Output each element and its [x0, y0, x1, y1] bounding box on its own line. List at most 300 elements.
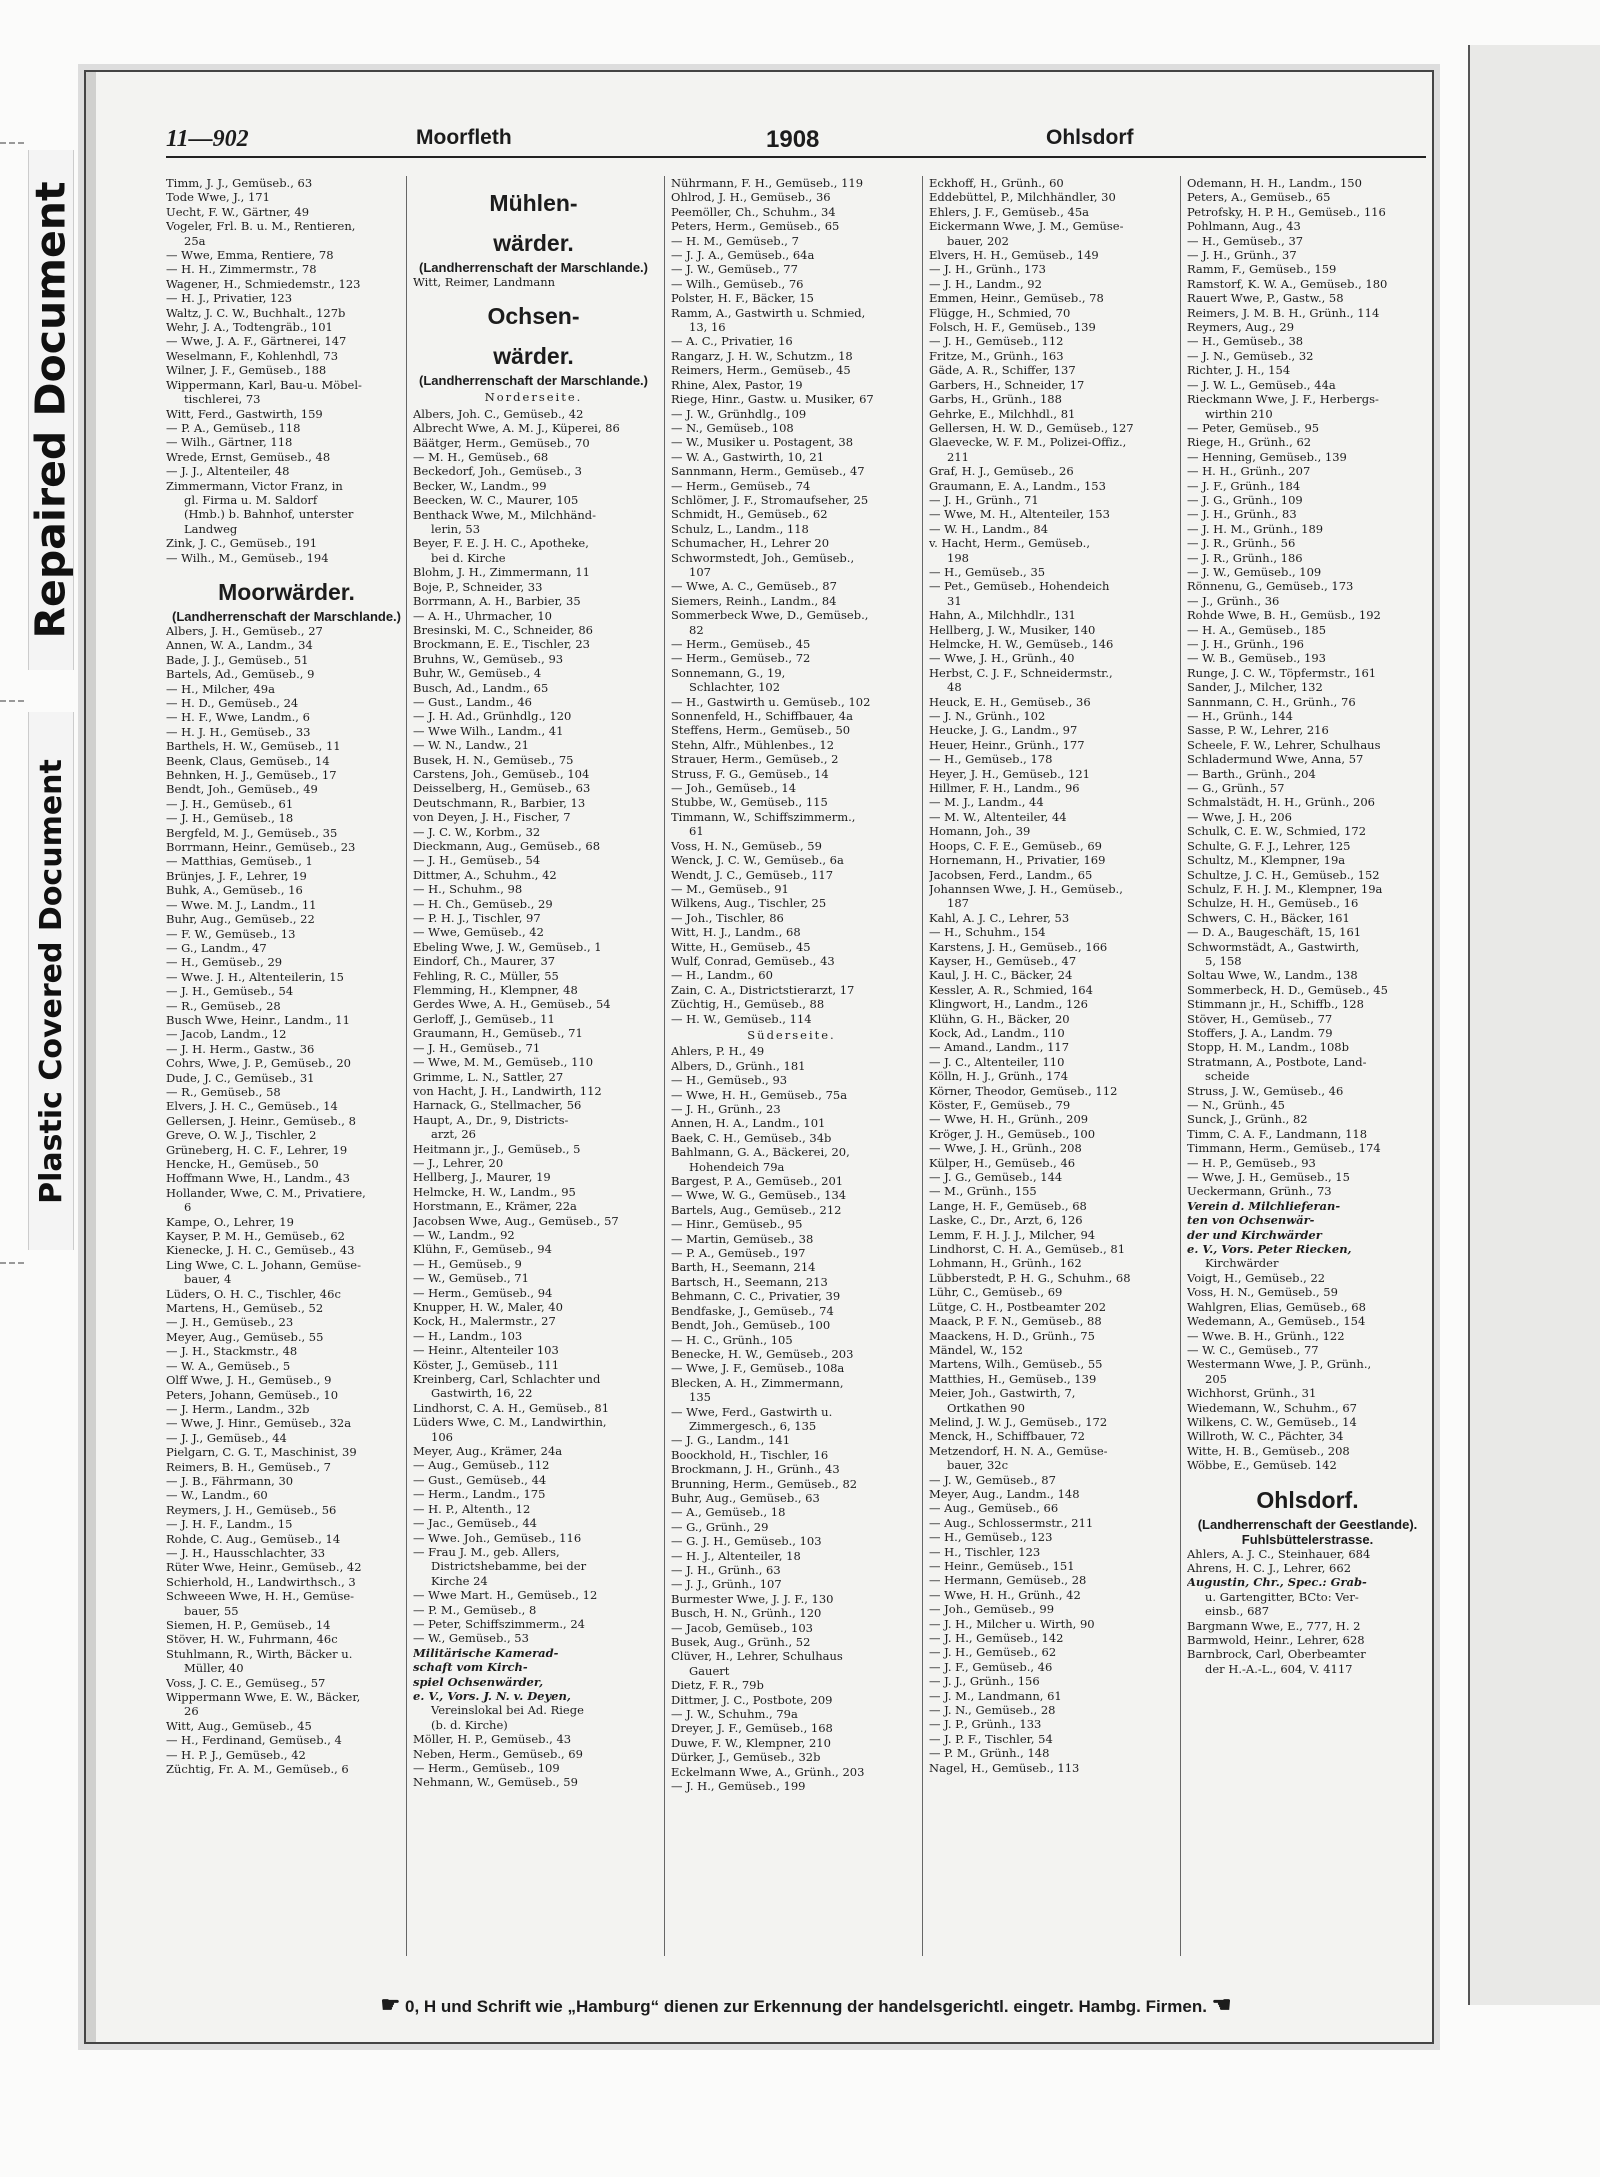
directory-entry: Bresinski, M. C., Schneider, 86: [413, 622, 594, 637]
directory-entry: — Wwe, J. H., Gemüseb., 15: [1187, 1170, 1350, 1185]
directory-entry: Ramm, F., Gemüseb., 159: [1187, 262, 1337, 277]
directory-entry: — J. H. F., Landm., 15: [166, 1517, 293, 1532]
directory-entry: — J. H., Gemüseb., 23: [166, 1315, 294, 1330]
association-entry: schaft vom Kirch-: [413, 1660, 528, 1675]
margin-dash: [0, 142, 24, 144]
directory-entry: — J. H., Grünh., 173: [929, 262, 1046, 277]
directory-entry: — J. H., Gemüseb., 54: [166, 984, 294, 999]
directory-entry: Brockmann, J. H., Grünh., 43: [671, 1462, 840, 1477]
directory-entry: Steffens, Herm., Gemüseb., 50: [671, 723, 851, 738]
directory-entry: v. Hacht, Herm., Gemüseb.,: [929, 536, 1090, 551]
margin-dash: [0, 700, 24, 702]
directory-entry: — Wwe, M. M., Gemüseb., 110: [413, 1055, 594, 1070]
directory-entry: — Peter, Gemüseb., 95: [1187, 420, 1320, 435]
directory-entry: — M., Gemüseb., 91: [671, 881, 789, 896]
directory-entry: — P. H. J., Tischler, 97: [413, 911, 541, 926]
directory-entry: Hellberg, J. W., Musiker, 140: [929, 622, 1096, 637]
directory-entry: Odemann, H. H., Landm., 150: [1187, 176, 1362, 190]
directory-entry: Kreinberg, Carl, Schlachter und: [413, 1372, 601, 1387]
directory-entry: Schweeen Wwe, H. H., Gemüse-: [166, 1589, 355, 1604]
directory-entry: Martens, Wilh., Gemüseb., 55: [929, 1357, 1103, 1372]
directory-entry: Olff Wwe, J. H., Gemüseb., 9: [166, 1373, 332, 1388]
directory-entry: Grimme, L. N., Sattler, 27: [413, 1069, 564, 1084]
directory-entry: Witt, Ferd., Gastwirth, 159: [166, 406, 323, 421]
directory-entry: Albers, J. H., Gemüseb., 27: [166, 623, 323, 638]
directory-entry: Wulf, Conrad, Gemüseb., 43: [671, 953, 835, 968]
directory-entry: — J. N., Gemüseb., 28: [929, 1703, 1056, 1718]
directory-entry: Wippermann Wwe, E. W., Bäcker,: [166, 1690, 361, 1705]
directory-entry: — Joh., Tischler, 86: [671, 910, 784, 925]
directory-entry: Horstmann, E., Krämer, 22a: [413, 1199, 577, 1214]
column-1: [166, 176, 407, 1956]
entry-continuation: 211: [947, 449, 969, 464]
directory-entry: Heucke, J. G., Landm., 97: [929, 723, 1078, 738]
directory-entry: — H. J. H., Gemüseb., 33: [166, 724, 311, 739]
directory-entry: Jacobsen, Ferd., Landm., 65: [929, 867, 1093, 882]
directory-entry: Dude, J. C., Gemüseb., 31: [166, 1070, 315, 1085]
directory-entry: Heitmann jr., J., Gemüseb., 5: [413, 1141, 581, 1156]
directory-entry: Rüter Wwe, Heinr., Gemüseb., 42: [166, 1560, 362, 1575]
directory-entry: Graf, H. J., Gemüseb., 26: [929, 464, 1074, 479]
directory-entry: Lindhorst, C. A. H., Gemüseb., 81: [413, 1400, 610, 1415]
directory-entry: — H., Ferdinand, Gemüseb., 4: [166, 1733, 342, 1748]
directory-entry: — J. H., Grünh., 196: [1187, 637, 1304, 651]
directory-entry: Pielgarn, C. G. T., Maschinist, 39: [166, 1445, 357, 1460]
directory-entry: Eckhoff, H., Grünh., 60: [929, 176, 1064, 190]
directory-entry: Kahl, A. J. C., Lehrer, 53: [929, 910, 1070, 925]
entry-continuation: u. Gartengitter, BCto: Ver-: [1205, 1589, 1359, 1604]
directory-entry: — Aug., Gemüseb., 66: [929, 1501, 1059, 1516]
directory-entry: Lüders Wwe, C. M., Landwirthin,: [413, 1415, 607, 1430]
directory-entry: — A., Gemüseb., 18: [671, 1505, 786, 1520]
directory-entry: — J. H., Gemüseb., 142: [929, 1631, 1064, 1646]
directory-entry: — H., Schuhm., 98: [413, 882, 523, 897]
directory-entry: — H. P., Altenth., 12: [413, 1501, 531, 1516]
directory-entry: — G., Landm., 47: [166, 940, 267, 955]
directory-entry: — Wwe, Emma, Rentiere, 78: [166, 248, 334, 263]
directory-entry: Burmester Wwe, J. J. F., 130: [671, 1591, 834, 1606]
directory-entry: Garbers, H., Schneider, 17: [929, 377, 1085, 392]
directory-entry: — W. A., Gemüseb., 5: [166, 1358, 291, 1373]
directory-entry: — H., Gemüseb., 37: [1187, 233, 1304, 248]
directory-entry: Willroth, W. C., Pächter, 34: [1187, 1429, 1344, 1444]
directory-entry: — H. Ch., Gemüseb., 29: [413, 896, 553, 911]
directory-entry: — Herm., Gemüseb., 109: [413, 1761, 560, 1775]
association-entry: der und Kirchwärder: [1187, 1227, 1322, 1242]
directory-entry: Bartels, Aug., Gemüseb., 212: [671, 1202, 842, 1217]
column-3: [664, 176, 912, 1956]
directory-entry: — Hermann, Gemüseb., 28: [929, 1573, 1087, 1588]
directory-entry: — J. W., Schuhm., 79a: [671, 1707, 798, 1722]
directory-entry: — J. H., Grünh., 23: [671, 1102, 781, 1116]
directory-entry: Albrecht Wwe, A. M. J., Küperei, 86: [413, 421, 620, 436]
entry-continuation: 107: [689, 564, 711, 579]
association-entry: ten von Ochsenwär-: [1187, 1213, 1315, 1228]
entry-continuation: bauer, 55: [184, 1603, 239, 1618]
directory-entry: — F. W., Gemüseb., 13: [166, 926, 296, 941]
entry-continuation: 135: [689, 1390, 711, 1405]
directory-entry: Borrmann, Heinr., Gemüseb., 23: [166, 840, 356, 855]
directory-entry: Reimers, B. H., Gemüseb., 7: [166, 1459, 331, 1474]
directory-entry: Graumann, E. A., Landm., 153: [929, 478, 1106, 493]
directory-entry: — Wwe, J. H., Grünh., 208: [929, 1141, 1082, 1156]
directory-entry: — Wwe, J. A. F., Gärtnerei, 147: [166, 334, 347, 349]
directory-entry: Blohm, J. H., Zimmermann, 11: [413, 565, 590, 580]
directory-entry: Struss, J. W., Gemüseb., 46: [1187, 1083, 1344, 1098]
entry-continuation: Landweg: [184, 521, 238, 536]
directory-entry: Bendfaske, J., Gemüseb., 74: [671, 1303, 834, 1318]
directory-entry: Brockmann, E. E., Tischler, 23: [413, 637, 590, 652]
section-subtitle: (Landherrenschaft der Geestlande).: [1197, 1516, 1418, 1532]
directory-entry: Pohlmann, Aug., 43: [1187, 219, 1301, 234]
directory-entry: Strauer, Herm., Gemüseb., 2: [671, 752, 839, 767]
directory-entry: — H. F., Wwe, Landm., 6: [166, 710, 310, 725]
association-entry: spiel Ochsenwärder,: [413, 1674, 544, 1689]
directory-entry: Siemers, Reinh., Landm., 84: [671, 593, 837, 608]
directory-entry: Wrede, Ernst, Gemüseb., 48: [166, 449, 331, 464]
directory-entry: Voss, J. C. E., Gemüseg., 57: [166, 1675, 326, 1690]
directory-entry: Annen, H. A., Landm., 101: [671, 1116, 826, 1131]
directory-entry: — H., Gemüseb., 35: [929, 564, 1046, 579]
directory-entry: — J. C., Altenteiler, 110: [929, 1054, 1065, 1069]
directory-entry: — J. H., Milcher u. Wirth, 90: [929, 1616, 1095, 1631]
directory-entry: Reymers, Aug., 29: [1187, 320, 1295, 335]
directory-entry: Schmidt, H., Gemüseb., 62: [671, 507, 828, 522]
directory-entry: — J. H., Gemüseb., 62: [929, 1645, 1057, 1660]
directory-entry: Clüver, H., Lehrer, Schulhaus: [671, 1649, 843, 1664]
directory-entry: — H. H., Grünh., 207: [1187, 464, 1311, 479]
directory-entry: — R., Gemüseb., 58: [166, 1084, 281, 1099]
directory-entry: Hornemann, H., Privatier, 169: [929, 853, 1106, 868]
directory-entry: Benthack Wwe, M., Milchhänd-: [413, 507, 597, 522]
directory-entry: — J. H., Grünh., 63: [671, 1563, 781, 1577]
directory-entry: Carstens, Joh., Gemüseb., 104: [413, 766, 590, 781]
directory-entry: Eckelmann Wwe, A., Grünh., 203: [671, 1764, 865, 1779]
directory-entry: Rohde Wwe, B. H., Gemüsb., 192: [1187, 608, 1381, 623]
directory-entry: — J. H., Gemüseb., 112: [929, 334, 1064, 349]
directory-entry: — Wwe. Joh., Gemüseb., 116: [413, 1530, 582, 1545]
directory-entry: — J. R., Grünh., 186: [1187, 550, 1303, 565]
entry-continuation: tischlerei, 73: [184, 392, 261, 407]
footer-text: 0, H und Schrift wie „Hamburg“ dienen zur Erkennung der handelsgerichtl. eingetr. Hambg. Firmen.: [405, 1997, 1207, 2016]
directory-entry: — Aug., Gemüseb., 112: [413, 1458, 550, 1473]
directory-entry: Barmwold, Heinr., Lehrer, 628: [1187, 1633, 1365, 1647]
directory-entry: Bahlmann, G. A., Bäckerei, 20,: [671, 1145, 850, 1160]
directory-entry: Dittmer, J. C., Postbote, 209: [671, 1692, 833, 1707]
directory-entry: — Wilh., Gärtner, 118: [166, 435, 293, 450]
directory-entry: — P. M., Gemüseb., 8: [413, 1602, 537, 1617]
directory-entry: Barnbrock, Carl, Oberbeamter: [1187, 1647, 1366, 1662]
directory-entry: — Martin, Gemüseb., 38: [671, 1231, 814, 1246]
directory-entry: — Wwe. J. H., Altenteilerin, 15: [166, 969, 344, 984]
directory-entry: Flügge, H., Schmied, 70: [929, 305, 1071, 320]
directory-entry: — H., Gemüseb., 178: [929, 752, 1053, 767]
directory-entry: Elvers, H. H., Gemüseb., 149: [929, 248, 1099, 263]
directory-entry: — Wwe, A. C., Gemüseb., 87: [671, 579, 837, 594]
directory-entry: Kessler, A. R., Schmied, 164: [929, 982, 1093, 997]
directory-entry: Fehling, R. C., Müller, 55: [413, 968, 559, 983]
entry-continuation: arzt, 26: [431, 1127, 476, 1142]
directory-entry: — G., Grünh., 29: [671, 1519, 769, 1534]
directory-entry: — W. H., Landm., 84: [929, 521, 1049, 536]
directory-entry: Wiedemann, W., Schuhm., 67: [1187, 1400, 1357, 1415]
section-heading: Moorwärder.: [218, 578, 355, 605]
directory-entry: Reimers, Herm., Gemüseb., 45: [671, 363, 851, 378]
header-left-title: Moorfleth: [416, 126, 512, 149]
directory-entry: Ueckermann, Grünh., 73: [1187, 1184, 1332, 1199]
section-subtitle: (Landherrenschaft der Marschlande.): [172, 608, 401, 624]
directory-entry: Johannsen Wwe, J. H., Gemüseb.,: [929, 881, 1123, 896]
directory-entry: — P. A., Gemüseb., 197: [671, 1246, 806, 1261]
directory-entry: Graumann, H., Gemüseb., 71: [413, 1026, 583, 1041]
directory-entry: Mändel, W., 152: [929, 1342, 1023, 1357]
directory-entry: Nehmann, W., Gemüseb., 59: [413, 1775, 578, 1790]
directory-entry: Maackens, H. D., Grünh., 75: [929, 1328, 1095, 1343]
pointing-hand-icon: ☚: [1211, 1992, 1232, 2017]
directory-entry: Reimers, J. M. B. H., Grünh., 114: [1187, 305, 1380, 320]
directory-entry: — J. W., Gemüseb., 87: [929, 1472, 1056, 1487]
directory-entry: Schumacher, H., Lehrer 20: [671, 536, 830, 551]
directory-entry: Siemen, H. P., Gemüseb., 14: [166, 1618, 331, 1632]
directory-entry: — Wwe, J. F., Gemüseb., 108a: [671, 1361, 845, 1376]
directory-entry: — A. H., Uhrmacher, 10: [413, 608, 552, 623]
directory-entry: Laske, C., Dr., Arzt, 6, 126: [929, 1213, 1083, 1228]
directory-entry: — Joh., Gemüseb., 14: [671, 781, 797, 796]
directory-entry: — M. W., Altenteiler, 44: [929, 809, 1067, 824]
directory-entry: Kayser, H., Gemüseb., 47: [929, 953, 1077, 968]
association-entry: Militärische Kamerad-: [413, 1645, 559, 1660]
directory-entry: — W., Gemüseb., 53: [413, 1631, 529, 1646]
directory-entry: — H., Landm., 103: [413, 1328, 523, 1343]
directory-entry: Reymers, J. H., Gemüseb., 56: [166, 1502, 337, 1517]
directory-entry: Hillmer, F. H., Landm., 96: [929, 781, 1080, 796]
directory-entry: — G. J. H., Gemüseb., 103: [671, 1534, 822, 1549]
directory-entry: Rieckmann Wwe, J. F., Herbergs-: [1187, 392, 1379, 407]
directory-entry: Rangarz, J. H. W., Schutzm., 18: [671, 348, 853, 363]
directory-entry: Boockhold, H., Tischler, 16: [671, 1447, 829, 1462]
directory-entry: Möller, H. P., Gemüseb., 43: [413, 1732, 572, 1747]
directory-entry: — Aug., Schlossermstr., 211: [929, 1515, 1094, 1530]
plastic-covered-label: [28, 712, 74, 1250]
directory-entry: Sonnemann, G., 19,: [671, 665, 786, 680]
directory-entry: Bargest, P. A., Gemüseb., 201: [671, 1174, 844, 1189]
directory-entry: — J. F., Gemüseb., 46: [929, 1659, 1053, 1674]
directory-entry: Lühr, C., Gemüseb., 69: [929, 1285, 1063, 1300]
directory-entry: Helmcke, H. W., Landm., 95: [413, 1184, 576, 1199]
directory-entry: — H. J., Privatier, 123: [166, 291, 293, 306]
directory-entry: Wilkens, C. W., Gemüseb., 14: [1187, 1414, 1357, 1429]
directory-entry: — M., Grünh., 155: [929, 1184, 1037, 1199]
entry-continuation: einsb., 687: [1205, 1604, 1270, 1619]
entry-continuation: 205: [1205, 1371, 1227, 1386]
directory-entry: — H., Schuhm., 154: [929, 925, 1046, 940]
directory-entry: Ling Wwe, C. L. Johann, Gemüse-: [166, 1257, 361, 1272]
directory-entry: Brunning, Herm., Gemüseb., 82: [671, 1476, 858, 1491]
directory-entry: Zain, C. A., Districtstierarzt, 17: [671, 982, 855, 997]
directory-entry: Wenck, J. C. W., Gemüseb., 6a: [671, 853, 844, 868]
directory-entry: — Wwe, H. H., Grünh., 209: [929, 1112, 1089, 1127]
directory-entry: — Wwe, Gemüseb., 42: [413, 925, 544, 940]
directory-entry: Busek, H. N., Gemüseb., 75: [413, 752, 574, 767]
directory-entry: Gäde, A. R., Schiffer, 137: [929, 363, 1076, 378]
directory-entry: Eindorf, Ch., Maurer, 37: [413, 954, 556, 969]
directory-entry: Runge, J. C. W., Töpfermstr., 161: [1187, 665, 1377, 680]
directory-entry: — W., Musiker u. Postagent, 38: [671, 435, 854, 450]
directory-entry: Hahn, A., Milchhdlr., 131: [929, 608, 1076, 623]
directory-entry: Schultze, J. C. H., Gemüseb., 152: [1187, 867, 1380, 882]
directory-entry: — J. R., Grünh., 56: [1187, 536, 1296, 551]
directory-entry: Beecken, W. C., Maurer, 105: [413, 493, 579, 508]
directory-entry: — Wilh., M., Gemüseb., 194: [166, 550, 329, 565]
section-subtitle: (Landherrenschaft der Marschlande.): [419, 373, 648, 389]
association-entry: e. V., Vors. Peter Riecken,: [1187, 1242, 1352, 1257]
directory-entry: — J. B., Fährmann, 30: [166, 1473, 294, 1488]
directory-entry: — Hinr., Gemüseb., 95: [671, 1217, 803, 1232]
directory-entry: — G., Grünh., 57: [1187, 781, 1285, 796]
section-subtitle: (Landherrenschaft der Marschlande.): [419, 260, 648, 275]
plastic-covered-text: Plastic Covered Document: [33, 758, 69, 1204]
directory-entry: Sander, J., Milcher, 132: [1187, 680, 1323, 695]
pointing-hand-icon: ☛: [380, 1992, 401, 2017]
directory-entry: — W., Landm., 92: [413, 1227, 515, 1242]
directory-entry: Sonnenfeld, H., Schiffbauer, 4a: [671, 709, 853, 724]
directory-entry: Zimmermann, Victor Franz, in: [166, 478, 343, 493]
entry-continuation: 25a: [184, 233, 206, 248]
entry-continuation: wirthin 210: [1205, 406, 1273, 421]
directory-entry: Eddebüttel, P., Milchhändler, 30: [929, 190, 1116, 205]
directory-entry: Maack, P. F. N., Gemüseb., 88: [929, 1314, 1102, 1329]
directory-entry: — Herm., Landm., 175: [413, 1487, 546, 1502]
directory-entry: Uecht, F. W., Gärtner, 49: [166, 204, 310, 219]
directory-entry: Soltau Wwe, W., Landm., 138: [1187, 968, 1358, 983]
directory-entry: Ohlrod, J. H., Gemüseb., 36: [671, 190, 831, 205]
directory-entry: Waltz, J. C. W., Buchhalt., 127b: [166, 305, 346, 320]
directory-entry: — D. A., Baugeschäft, 15, 161: [1187, 925, 1362, 940]
directory-entry: — Pet., Gemüseb., Hohendeich: [929, 579, 1110, 594]
entry-continuation: 6: [184, 1200, 192, 1215]
directory-entry: — H. A., Gemüseb., 185: [1187, 622, 1327, 637]
directory-entry: Sunck, J., Grünh., 82: [1187, 1112, 1308, 1127]
directory-entry: Schulze, H. H., Gemüseb., 16: [1187, 896, 1359, 911]
entry-continuation: gl. Firma u. M. Saldorf: [184, 492, 318, 507]
directory-entry: — N., Gemüseb., 108: [671, 420, 794, 435]
directory-entry: Borrmann, A. H., Barbier, 35: [413, 594, 581, 609]
directory-entry: Boje, P., Schneider, 33: [413, 579, 543, 594]
directory-entry: Meier, Joh., Gastwirth, 7,: [929, 1386, 1076, 1401]
directory-entry: — Wwe Wilh., Landm., 41: [413, 723, 564, 738]
directory-entry: — J. J., Grünh., 156: [929, 1674, 1040, 1689]
directory-entry: Sommerbeck, H. D., Gemüseb., 45: [1187, 982, 1388, 997]
directory-entry: — Heinr., Altenteiler 103: [413, 1343, 559, 1358]
directory-entry: Karstens, J. H., Gemüseb., 166: [929, 939, 1108, 954]
directory-entry: Richter, J. H., 154: [1187, 363, 1291, 378]
directory-entry: Peters, Johann, Gemüseb., 10: [166, 1387, 339, 1402]
directory-entry: Hollander, Wwe, C. M., Privatiere,: [166, 1185, 366, 1200]
directory-entry: — J. H., Gemüseb., 18: [166, 811, 294, 826]
directory-entry: — H. P., Gemüseb., 93: [1187, 1155, 1316, 1170]
directory-entry: Duwe, F. W., Klempner, 210: [671, 1735, 831, 1750]
directory-entry: Dreyer, J. F., Gemüseb., 168: [671, 1721, 833, 1736]
directory-entry: Rhine, Alex, Pastor, 19: [671, 377, 803, 392]
directory-entry: — J. N., Gemüseb., 32: [1187, 348, 1314, 363]
directory-entry: — J. H., Gemüseb., 199: [671, 1779, 806, 1794]
directory-entry: Petrofsky, H. P. H., Gemüseb., 116: [1187, 204, 1386, 219]
directory-entry: Zink, J. C., Gemüseb., 191: [166, 536, 318, 551]
directory-entry: — Wwe. B. H., Grünh., 122: [1187, 1328, 1345, 1343]
directory-entry: Deisselberg, H., Gemüseb., 63: [413, 781, 591, 796]
directory-entry: Sasse, P. W., Lehrer, 216: [1187, 723, 1329, 738]
directory-entry: Gellersen, J. Heinr., Gemüseb., 8: [166, 1113, 356, 1128]
directory-entry: Garbs, H., Grünh., 188: [929, 392, 1062, 407]
directory-entry: — H. D., Gemüseb., 24: [166, 696, 299, 710]
directory-entry: — H., Gemüseb., 9: [413, 1256, 522, 1271]
directory-entry: Kienecke, J. H. C., Gemüseb., 43: [166, 1243, 355, 1258]
repaired-document-label: [28, 150, 74, 670]
directory-entry: Dittmer, A., Schuhm., 42: [413, 867, 557, 882]
directory-entry: Greve, O. W. J., Tischler, 2: [166, 1128, 317, 1143]
entry-continuation: Hohendeich 79a: [689, 1159, 785, 1174]
directory-entry: Bergfeld, M. J., Gemüseb., 35: [166, 825, 338, 840]
directory-entry: — J. C. W., Korbm., 32: [413, 824, 541, 839]
directory-entry: — W. C., Gemüseb., 77: [1187, 1342, 1319, 1357]
directory-entry: — P. M., Grünh., 148: [929, 1746, 1050, 1761]
directory-entry: — J. F., Grünh., 184: [1187, 478, 1301, 493]
directory-entry: Peters, Herm., Gemüseb., 65: [671, 219, 840, 234]
header-year: 1908: [766, 126, 820, 153]
directory-entry: Stimmann jr., H., Schiffb., 128: [1187, 997, 1364, 1012]
directory-entry: Schierhold, H., Landwirthsch., 3: [166, 1574, 356, 1589]
directory-entry: Stöver, H., Gemüseb., 77: [1187, 1011, 1333, 1026]
directory-entry: — Jac., Gemüseb., 44: [413, 1516, 538, 1531]
association-entry: Augustin, Chr., Spec.: Grab-: [1187, 1575, 1367, 1590]
directory-entry: — Wilh., Gemüseb., 76: [671, 276, 804, 291]
directory-entry: Sannmann, C. H., Grünh., 76: [1187, 694, 1356, 709]
directory-entry: Busch, Ad., Landm., 65: [413, 680, 549, 695]
entry-continuation: bei d. Kirche: [431, 550, 506, 565]
directory-entry: Herbst, C. J. F., Schneidermstr.,: [929, 665, 1113, 680]
directory-entry: — J. N., Grünh., 102: [929, 709, 1046, 724]
entry-continuation: 13, 16: [689, 320, 726, 335]
directory-entry: Kampe, O., Lehrer, 19: [166, 1214, 294, 1229]
directory-entry: Lindhorst, C. H. A., Gemüseb., 81: [929, 1242, 1126, 1257]
directory-entry: Wöbbe, E., Gemüseb. 142: [1187, 1458, 1337, 1473]
directory-entry: Meyer, Aug., Krämer, 24a: [413, 1444, 563, 1459]
directory-entry: Struss, F. G., Gemüseb., 14: [671, 766, 829, 781]
directory-entry: — H., Gemüseb., 93: [671, 1073, 788, 1088]
directory-entry: Albers, D., Grünh., 181: [671, 1058, 806, 1073]
directory-entry: Lütge, C. H., Postbeamter 202: [929, 1299, 1107, 1314]
directory-entry: Stoffers, J. A., Landm. 79: [1187, 1025, 1333, 1040]
directory-entry: Dürker, J., Gemüseb., 32b: [671, 1750, 821, 1765]
directory-entry: — J. H., Stackmstr., 48: [166, 1344, 298, 1359]
entry-continuation: Kirchwärder: [1205, 1256, 1279, 1271]
directory-entry: — H., Gemüseb., 38: [1187, 334, 1304, 349]
directory-entry: — P. A., Gemüseb., 118: [166, 420, 301, 435]
directory-entry: Gerdes Wwe, A. H., Gemüseb., 54: [413, 997, 611, 1012]
directory-entry: Meyer, Aug., Landm., 148: [929, 1486, 1080, 1501]
directory-entry: — Matthias, Gemüseb., 1: [166, 854, 313, 869]
directory-entry: Meyer, Aug., Gemüseb., 55: [166, 1329, 324, 1344]
directory-entry: Buhk, A., Gemüseb., 16: [166, 883, 303, 898]
directory-entry: — J. G., Grünh., 109: [1187, 492, 1303, 507]
directory-entry: Kaul, J. H. C., Bäcker, 24: [929, 968, 1073, 983]
directory-entry: — Jacob, Landm., 12: [166, 1027, 287, 1042]
directory-entry: — J. W., Grünhdlg., 109: [671, 406, 807, 421]
directory-entry: Grüneberg, H. C. F., Lehrer, 19: [166, 1142, 348, 1157]
directory-entry: Vogeler, Frl. B. u. M., Rentieren,: [166, 219, 356, 234]
directory-entry: — Wwe Mart. H., Gemüseb., 12: [413, 1588, 598, 1603]
directory-entry: Jacobsen Wwe, Aug., Gemüseb., 57: [413, 1213, 619, 1228]
